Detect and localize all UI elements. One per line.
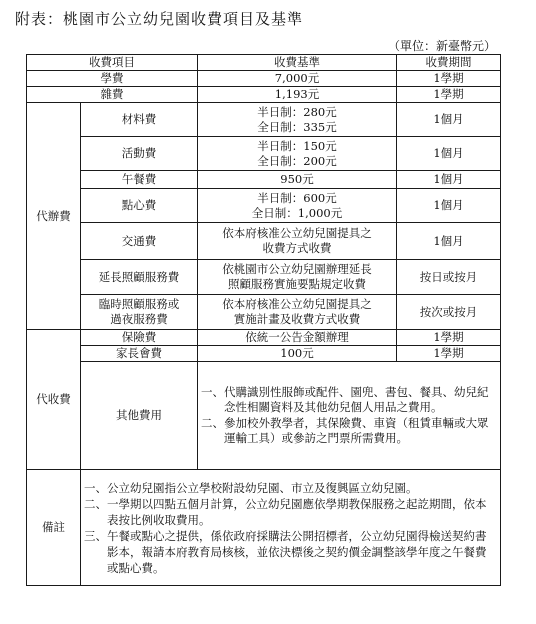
other-fees-list	[201, 385, 497, 447]
table-row	[27, 346, 501, 362]
row-standard: 半日制：600元 全日制：1,000元	[198, 189, 397, 223]
row-item: 延長照顧服務費	[81, 260, 198, 295]
row-item: 保險費	[81, 330, 198, 346]
row-period: 1個月	[397, 223, 501, 260]
row-item: 午餐費	[81, 171, 198, 189]
notes-row	[27, 470, 501, 586]
row-standard: 依本府核准公立幼兒園提具之 實施計畫及收費方式收費	[198, 295, 397, 330]
row-item: 點心費	[81, 189, 198, 223]
list-item: 二、 一學期以四點五個月計算，公立幼兒園應依學期教保服務之起訖期間，依本表按比例收取費用。	[84, 496, 487, 527]
row-period: 1學期	[397, 87, 501, 103]
row-item: 其他費用	[81, 362, 198, 470]
table-row	[27, 223, 501, 260]
table-row	[27, 71, 501, 87]
header-standard: 收費基準	[198, 55, 397, 71]
row-standard: 半日制：150元 全日制：200元	[198, 137, 397, 171]
currency-unit-note: （單位：新臺幣元）	[387, 39, 496, 53]
list-item: 一、 公立幼兒園指公立學校附設幼兒園、市立及復興區立幼兒園。	[84, 480, 418, 495]
row-standard: 依桃園市公立幼兒園辦理延長 照顧服務實施要點規定收費	[198, 260, 397, 295]
header-item: 收費項目	[27, 55, 198, 71]
row-period: 按次或按月	[397, 295, 501, 330]
group-label-daiban: 代辦費	[27, 103, 81, 330]
row-period: 1個月	[397, 189, 501, 223]
fee-table	[26, 54, 501, 586]
row-item: 活動費	[81, 137, 198, 171]
row-period: 1個月	[397, 171, 501, 189]
row-period: 1學期	[397, 330, 501, 346]
other-fees-description	[198, 362, 501, 470]
row-period: 1個月	[397, 137, 501, 171]
page-title: 附表：桃園市公立幼兒園收費項目及基準	[15, 10, 304, 28]
row-item: 學費	[27, 71, 198, 87]
row-standard: 100元	[198, 346, 397, 362]
table-row	[27, 137, 501, 171]
row-item: 材料費	[81, 103, 198, 137]
row-standard: 半日制：280元 全日制：335元	[198, 103, 397, 137]
row-standard: 依本府核准公立幼兒園提具之 收費方式收費	[198, 223, 397, 260]
notes-label: 備註	[27, 470, 81, 586]
group-label-daishou: 代收費	[27, 330, 81, 470]
row-period: 1學期	[397, 346, 501, 362]
row-period: 1個月	[397, 103, 501, 137]
row-item: 臨時照顧服務或 過夜服務費	[81, 295, 198, 330]
row-item: 交通費	[81, 223, 198, 260]
row-standard: 依統一公告金額辦理	[198, 330, 397, 346]
row-standard: 1,193元	[198, 87, 397, 103]
table-row	[27, 171, 501, 189]
table-row	[27, 103, 501, 137]
row-standard: 7,000元	[198, 71, 397, 87]
table-row	[27, 260, 501, 295]
notes-content	[81, 470, 501, 586]
table-row	[27, 362, 501, 470]
row-item: 家長會費	[81, 346, 198, 362]
list-item: 一、 代購識別性服飾或配件、園兜、書包、餐具、幼兒紀念性相關資料及其他幼兒個人用品之費用。	[201, 384, 489, 414]
list-item: 三、 午餐或點心之提供，係依政府採購法公開招標者，公立幼兒園得檢送契約書影本，報請本府教育局核核，並依決標後之契約價金調整該學年度之午餐費或點心費。	[84, 528, 487, 575]
table-row	[27, 189, 501, 223]
list-item: 二、 參加校外教學者，其保險費、車資（租賃車輛或大眾運輸工具）或參訪之門票所需費用。	[201, 415, 489, 445]
row-item: 雜費	[27, 87, 198, 103]
header-period: 收費期間	[397, 55, 501, 71]
table-header-row	[27, 55, 501, 71]
table-row	[27, 330, 501, 346]
row-period: 1學期	[397, 71, 501, 87]
row-standard: 950元	[198, 171, 397, 189]
table-row	[27, 295, 501, 330]
row-period: 按日或按月	[397, 260, 501, 295]
notes-list	[84, 480, 497, 576]
table-row	[27, 87, 501, 103]
